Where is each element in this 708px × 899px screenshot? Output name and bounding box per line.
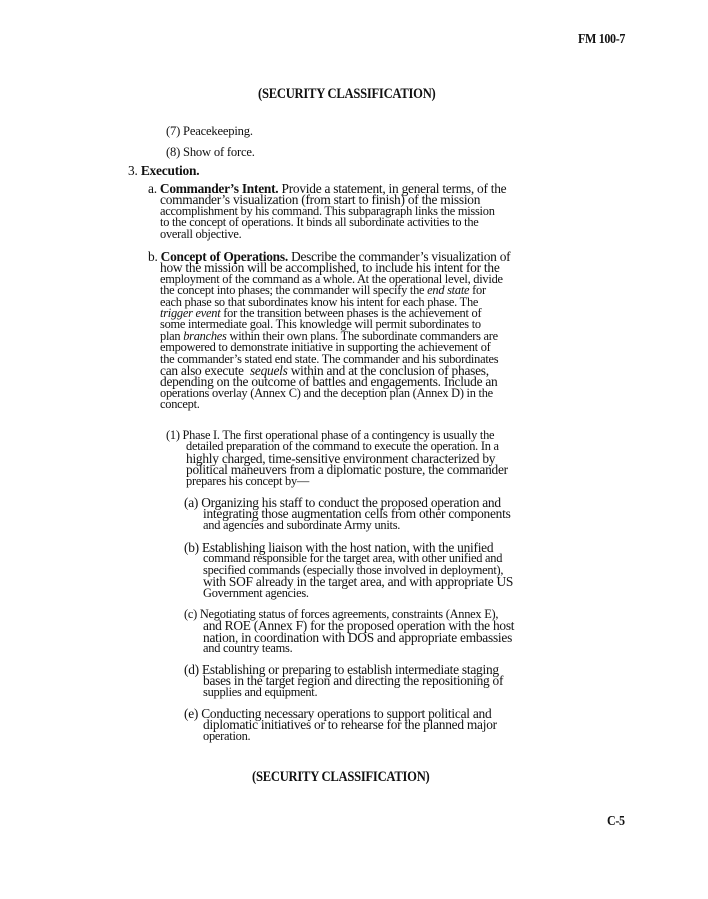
para-title: Commander’s Intent. [159,181,279,196]
para-label: a. [148,181,157,196]
list-item-negotiating-status: (c) Negotiating status of forces agreements, constraints (Annex E), and ROE (Annex F) for the proposed operation with the host nation, in coordination with DOS and appropriate embassies and country teams. [184,607,515,656]
classification-top: (SECURITY CLASSIFICATION) [258,86,436,102]
list-item-political-operations: (e) Conducting necessary operations to support political and diplomatic initiatives or to rehearse for the planned major operation. [184,706,497,743]
list-item-show-of-force: (8) Show of force. [166,145,255,159]
section-execution-heading [128,164,199,178]
manual-number: FM 100-7 [578,32,626,47]
classification-bottom: (SECURITY CLASSIFICATION) [252,769,430,785]
paragraph-concept-of-operations: b. Concept of Operations. Describe the commander’s visualization of how the mission will be accomplished, to include his intent for the employment of the command as a whole. At the operational level, divide the concept into phases; the commander will specify the end state for each phase so that subordinates know his intent for each phase. The trigger event for the transition between phases is the achievement of some intermediate goal. This knowledge will permit subordinates to plan branches within their own plans. The subordinate commanders are empowered to demonstrate initiative in supporting the achievement of the commander’s stated end state. The commander and his subordinates can also execute sequels within and at the conclusion of phases, depending on the outcome of battles and engagements. Include an operations overlay (Annex C) and the deception plan (Annex D) in the concept. [148,249,511,412]
list-item-peacekeeping: (7) Peacekeeping. [166,124,253,138]
list-item-staging-bases: (d) Establishing or preparing to establish intermediate staging bases in the target region and directing the repositioning of supplies and equipment. [184,662,504,699]
page-number: C-5 [607,814,625,829]
para-label: b. [148,249,158,264]
subparagraph-phase-1: (1) Phase I. The first operational phase of a contingency is usually the detailed preparation of the command to execute the operation. In a highly charged, time-sensitive environment characterized by political maneuvers from a diplomatic posture, the commander prepares his concept by— [166,428,508,488]
list-item-establishing-liaison: (b) Establishing liaison with the host nation, with the unified command responsible for the target area, with other unified and specified commands (especially those involved in deployment), with SOF already in the target area, and with appropriate US Government agencies. [184,540,514,600]
section-title: Execution. [140,163,200,178]
paragraph-commanders-intent: a. Commander’s Intent. Provide a statement, in general terms, of the commander’s visualization (from start to finish) of the mission accomplishment by his command. This subparagraph links the mission to the concept of operations. It binds all subordinate activities to the overall objective. [148,181,507,241]
section-number: 3. [128,163,138,178]
list-item-organizing-staff: (a) Organizing his staff to conduct the proposed operation and integrating those augmentation cells from other components and agencies and subordinate Army units. [184,495,511,532]
para-title: Concept of Operations. [160,249,288,264]
